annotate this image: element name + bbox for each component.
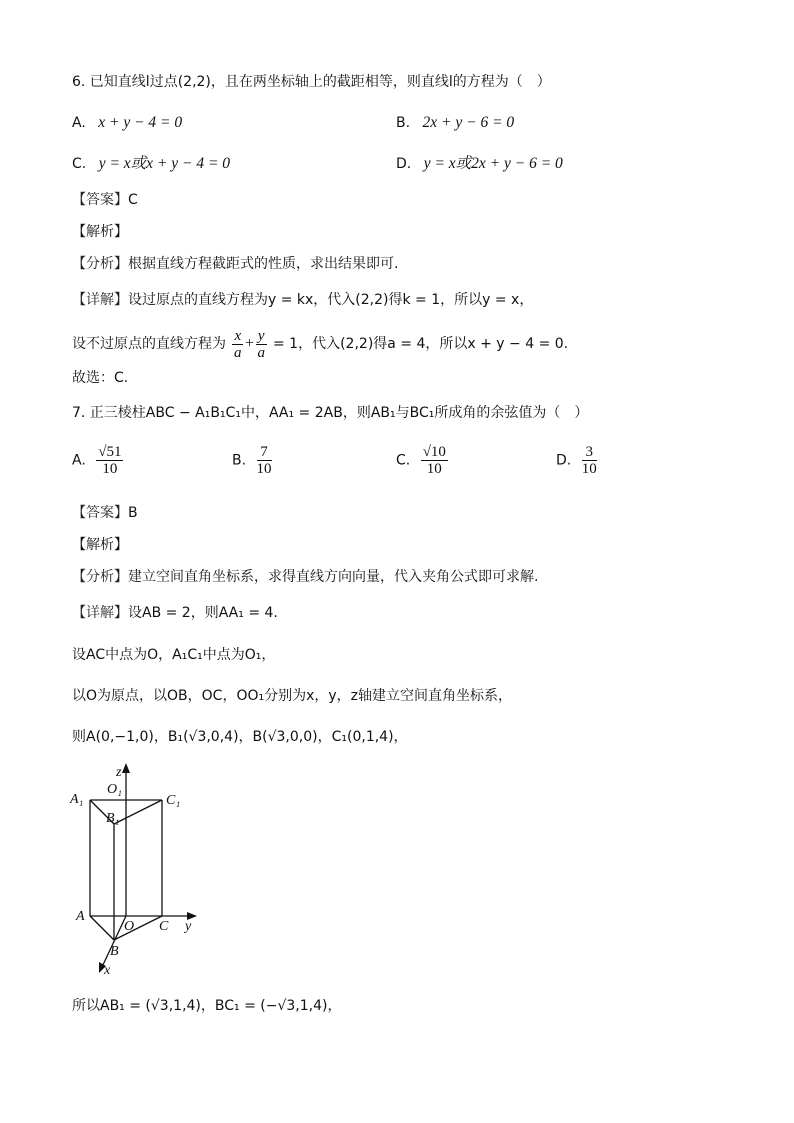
xiangjie-text: = 1，代入(2,2)得a = 4，所以x + y − 4 = 0. bbox=[273, 336, 569, 352]
fraction-numerator: y bbox=[257, 327, 265, 344]
answer-value: B bbox=[128, 505, 138, 521]
fraction-numerator: 3 bbox=[582, 444, 597, 461]
q6-analysis-tag: 【解析】 bbox=[72, 224, 128, 240]
option-expression: x + y − 4 = 0 bbox=[98, 114, 183, 131]
label-c: C bbox=[159, 919, 169, 934]
q7-analysis-tag: 【解析】 bbox=[72, 537, 128, 553]
option-fraction bbox=[582, 444, 597, 477]
option-letter: C. bbox=[396, 452, 411, 469]
answer-tag: 【答案】 bbox=[72, 192, 128, 208]
xiangjie-tag: 【详解】 bbox=[72, 605, 128, 621]
label-x: x bbox=[104, 963, 111, 978]
q7-line-4: 则A(0,−1,0)，B₁(√3,0,4)，B(√3,0,0)，C₁(0,1,4)， bbox=[72, 729, 408, 745]
q7-line-2: 设AC中点为O，A₁C₁中点为O₁， bbox=[72, 647, 276, 663]
label-z: z bbox=[116, 765, 122, 780]
label-y: y bbox=[185, 919, 192, 934]
label-o: O bbox=[124, 919, 135, 934]
option-letter: D. bbox=[556, 452, 572, 469]
q6-answer bbox=[72, 190, 138, 210]
option-letter: D. bbox=[396, 156, 412, 172]
q7-option-b bbox=[232, 444, 274, 477]
xiangjie-text: 设过原点的直线方程为y = kx，代入(2,2)得k = 1，所以y = x， bbox=[128, 292, 534, 308]
label-c1: C₁ bbox=[166, 793, 181, 808]
answer-tag: 【答案】 bbox=[72, 505, 128, 521]
label-a1: A₁ bbox=[70, 792, 84, 807]
fraction-numerator: √10 bbox=[422, 444, 446, 460]
fraction-numerator: √51 bbox=[98, 444, 122, 460]
q6-conclusion: 故选：C. bbox=[72, 370, 129, 386]
fenxi-text: 根据直线方程截距式的性质，求出结果即可. bbox=[128, 256, 399, 272]
q6-fenxi bbox=[72, 254, 398, 274]
label-b: B bbox=[110, 944, 119, 959]
q7-xiangjie-1 bbox=[72, 603, 278, 623]
edge-a-b bbox=[90, 916, 114, 940]
fenxi-text: 建立空间直角坐标系，求得直线方向向量，代入夹角公式即可求解. bbox=[128, 569, 539, 585]
label-o1: O₁ bbox=[107, 782, 122, 797]
option-fraction bbox=[421, 444, 448, 477]
fraction-denominator: 10 bbox=[102, 461, 118, 477]
q6-stem: 6. 已知直线l过点(2,2)，且在两坐标轴上的截距相等，则直线l的方程为（ ） bbox=[72, 74, 551, 90]
option-letter: A. bbox=[72, 115, 86, 131]
fenxi-tag: 【分析】 bbox=[72, 256, 128, 272]
q7-line-5: 所以AB₁ = (√3,1,4)，BC₁ = (−√3,1,4)， bbox=[72, 998, 342, 1014]
fraction-numerator: x bbox=[234, 327, 242, 344]
label-a: A bbox=[76, 909, 85, 924]
fraction-denominator: a bbox=[257, 344, 265, 361]
q7-line-3: 以O为原点，以OB，OC，OO₁分别为x，y，z轴建立空间直角坐标系， bbox=[72, 688, 513, 704]
option-letter: B. bbox=[232, 452, 247, 469]
q7-answer bbox=[72, 503, 138, 523]
fraction-y-over-a bbox=[256, 328, 267, 361]
q6-xiangjie-2: 设不过原点的直线方程为 $\frac{x}{a}$ + $\frac{y}{a}$ = 1，代入(2,2)得a = 4，所以x + y − 4 = 0. bbox=[72, 327, 569, 361]
answer-value: C bbox=[128, 192, 138, 208]
option-letter: C. bbox=[72, 156, 87, 172]
prism-figure bbox=[66, 760, 216, 980]
q6-option-c bbox=[72, 154, 230, 174]
option-fraction bbox=[257, 444, 272, 477]
q7-stem: 7. 正三棱柱ABC − A₁B₁C₁中，AA₁ = 2AB，则AB₁与BC₁所成角的余弦值为（ ） bbox=[72, 405, 589, 421]
edge-b1-c1 bbox=[114, 800, 162, 824]
q6-option-a bbox=[72, 113, 182, 133]
xiangjie-tag: 【详解】 bbox=[72, 292, 128, 308]
z-axis-arrow bbox=[122, 763, 130, 773]
option-expression: y = x或2x + y − 6 = 0 bbox=[423, 155, 563, 172]
q6-option-b bbox=[396, 113, 514, 133]
fraction-denominator: 10 bbox=[426, 461, 442, 477]
q7-option-a bbox=[72, 444, 125, 477]
fraction-denominator: 10 bbox=[581, 461, 597, 477]
option-expression: y = x或x + y − 4 = 0 bbox=[98, 155, 231, 172]
label-b1: B₁ bbox=[106, 811, 120, 826]
q6-xiangjie-1 bbox=[72, 290, 533, 310]
fraction-denominator: a bbox=[234, 344, 242, 361]
q7-option-d bbox=[556, 444, 599, 477]
xiangjie-text: 设AB = 2，则AA₁ = 4. bbox=[128, 605, 278, 621]
fraction-numerator: 7 bbox=[257, 444, 272, 461]
edge-b-c bbox=[114, 916, 162, 940]
option-letter: A. bbox=[72, 452, 86, 469]
q7-option-c bbox=[396, 444, 450, 477]
q6-option-d bbox=[396, 154, 563, 174]
fraction-x-over-a bbox=[232, 328, 243, 361]
fraction-denominator: 10 bbox=[256, 461, 272, 477]
option-letter: B. bbox=[396, 115, 411, 131]
fenxi-tag: 【分析】 bbox=[72, 569, 128, 585]
q7-fenxi bbox=[72, 567, 538, 587]
option-fraction bbox=[96, 444, 123, 477]
xiangjie-text: 设不过原点的直线方程为 bbox=[72, 336, 226, 352]
option-expression: 2x + y − 6 = 0 bbox=[422, 114, 515, 131]
